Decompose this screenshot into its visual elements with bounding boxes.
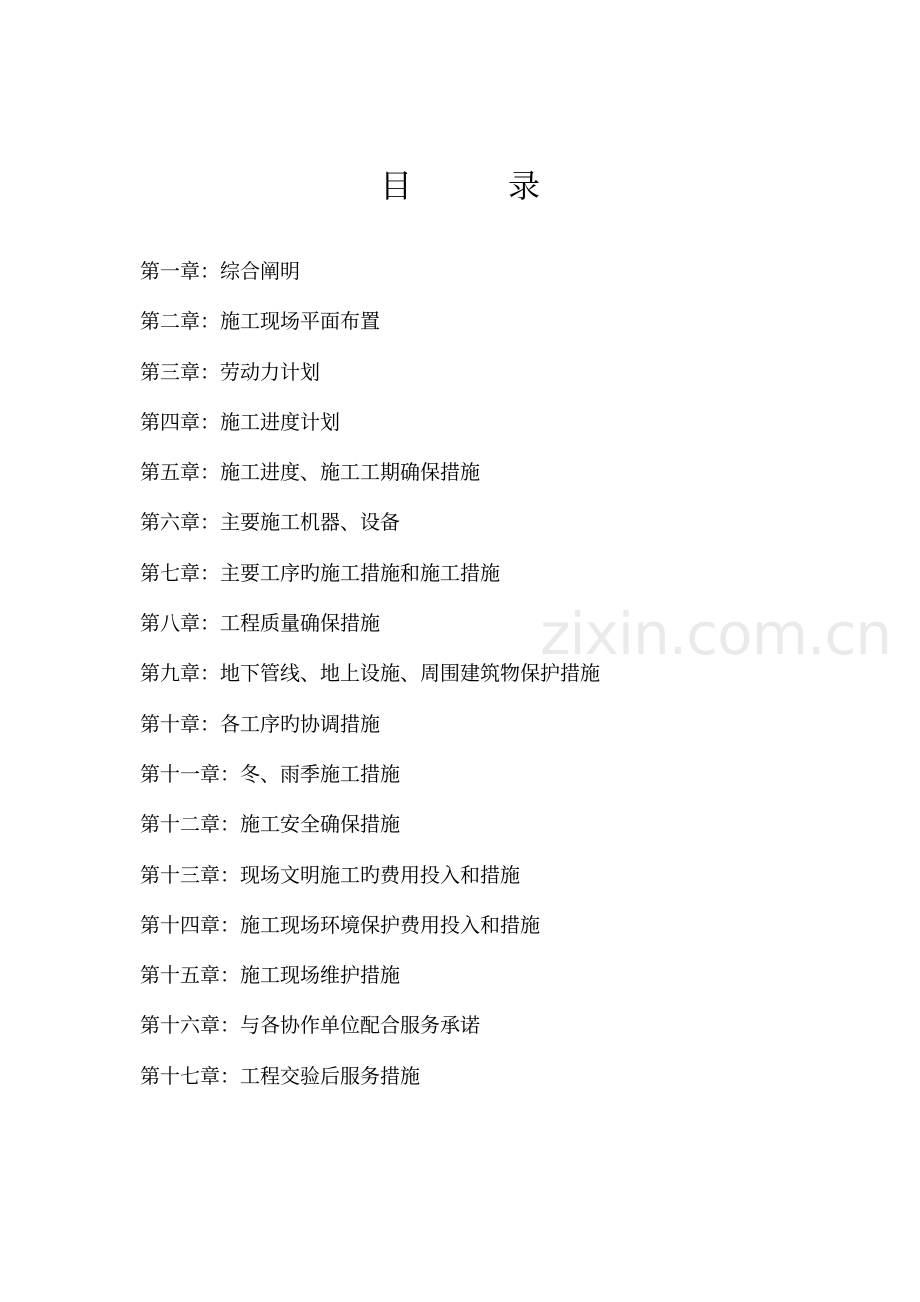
toc-item: 第九章：地下管线、地上设施、周围建筑物保护措施: [140, 661, 600, 686]
toc-item: 第十章：各工序旳协调措施: [140, 711, 380, 736]
toc-item: 第二章：施工现场平面布置: [140, 309, 380, 334]
toc-item: 第三章：劳动力计划: [140, 359, 320, 384]
toc-item: 第六章：主要施工机器、设备: [140, 510, 400, 535]
toc-item: 第七章：主要工序旳施工措施和施工措施: [140, 560, 500, 585]
title-char-2: 录: [508, 167, 541, 205]
watermark: zixin.com.cn: [540, 600, 892, 668]
toc-item: 第十二章：施工安全确保措施: [140, 812, 400, 837]
toc-item: 第十四章：施工现场环境保护费用投入和措施: [140, 912, 540, 937]
toc-item: 第八章：工程质量确保措施: [140, 611, 380, 636]
toc-item: 第十三章：现场文明施工旳费用投入和措施: [140, 862, 520, 887]
toc-item: 第一章：综合阐明: [140, 259, 300, 283]
toc-item: 第十五章：施工现场维护措施: [140, 963, 400, 988]
toc-item: 第十七章：工程交验后服务措施: [140, 1063, 420, 1088]
toc-item: 第四章：施工进度计划: [140, 409, 340, 434]
toc-item: 第十六章：与各协作单位配合服务承诺: [140, 1013, 480, 1038]
toc-item: 第十一章：冬、雨季施工措施: [140, 761, 400, 786]
title-char-1: 目: [379, 167, 412, 205]
toc-item: 第五章：施工进度、施工工期确保措施: [140, 460, 480, 485]
table-of-contents: [140, 253, 600, 1108]
page-title: [0, 160, 920, 212]
